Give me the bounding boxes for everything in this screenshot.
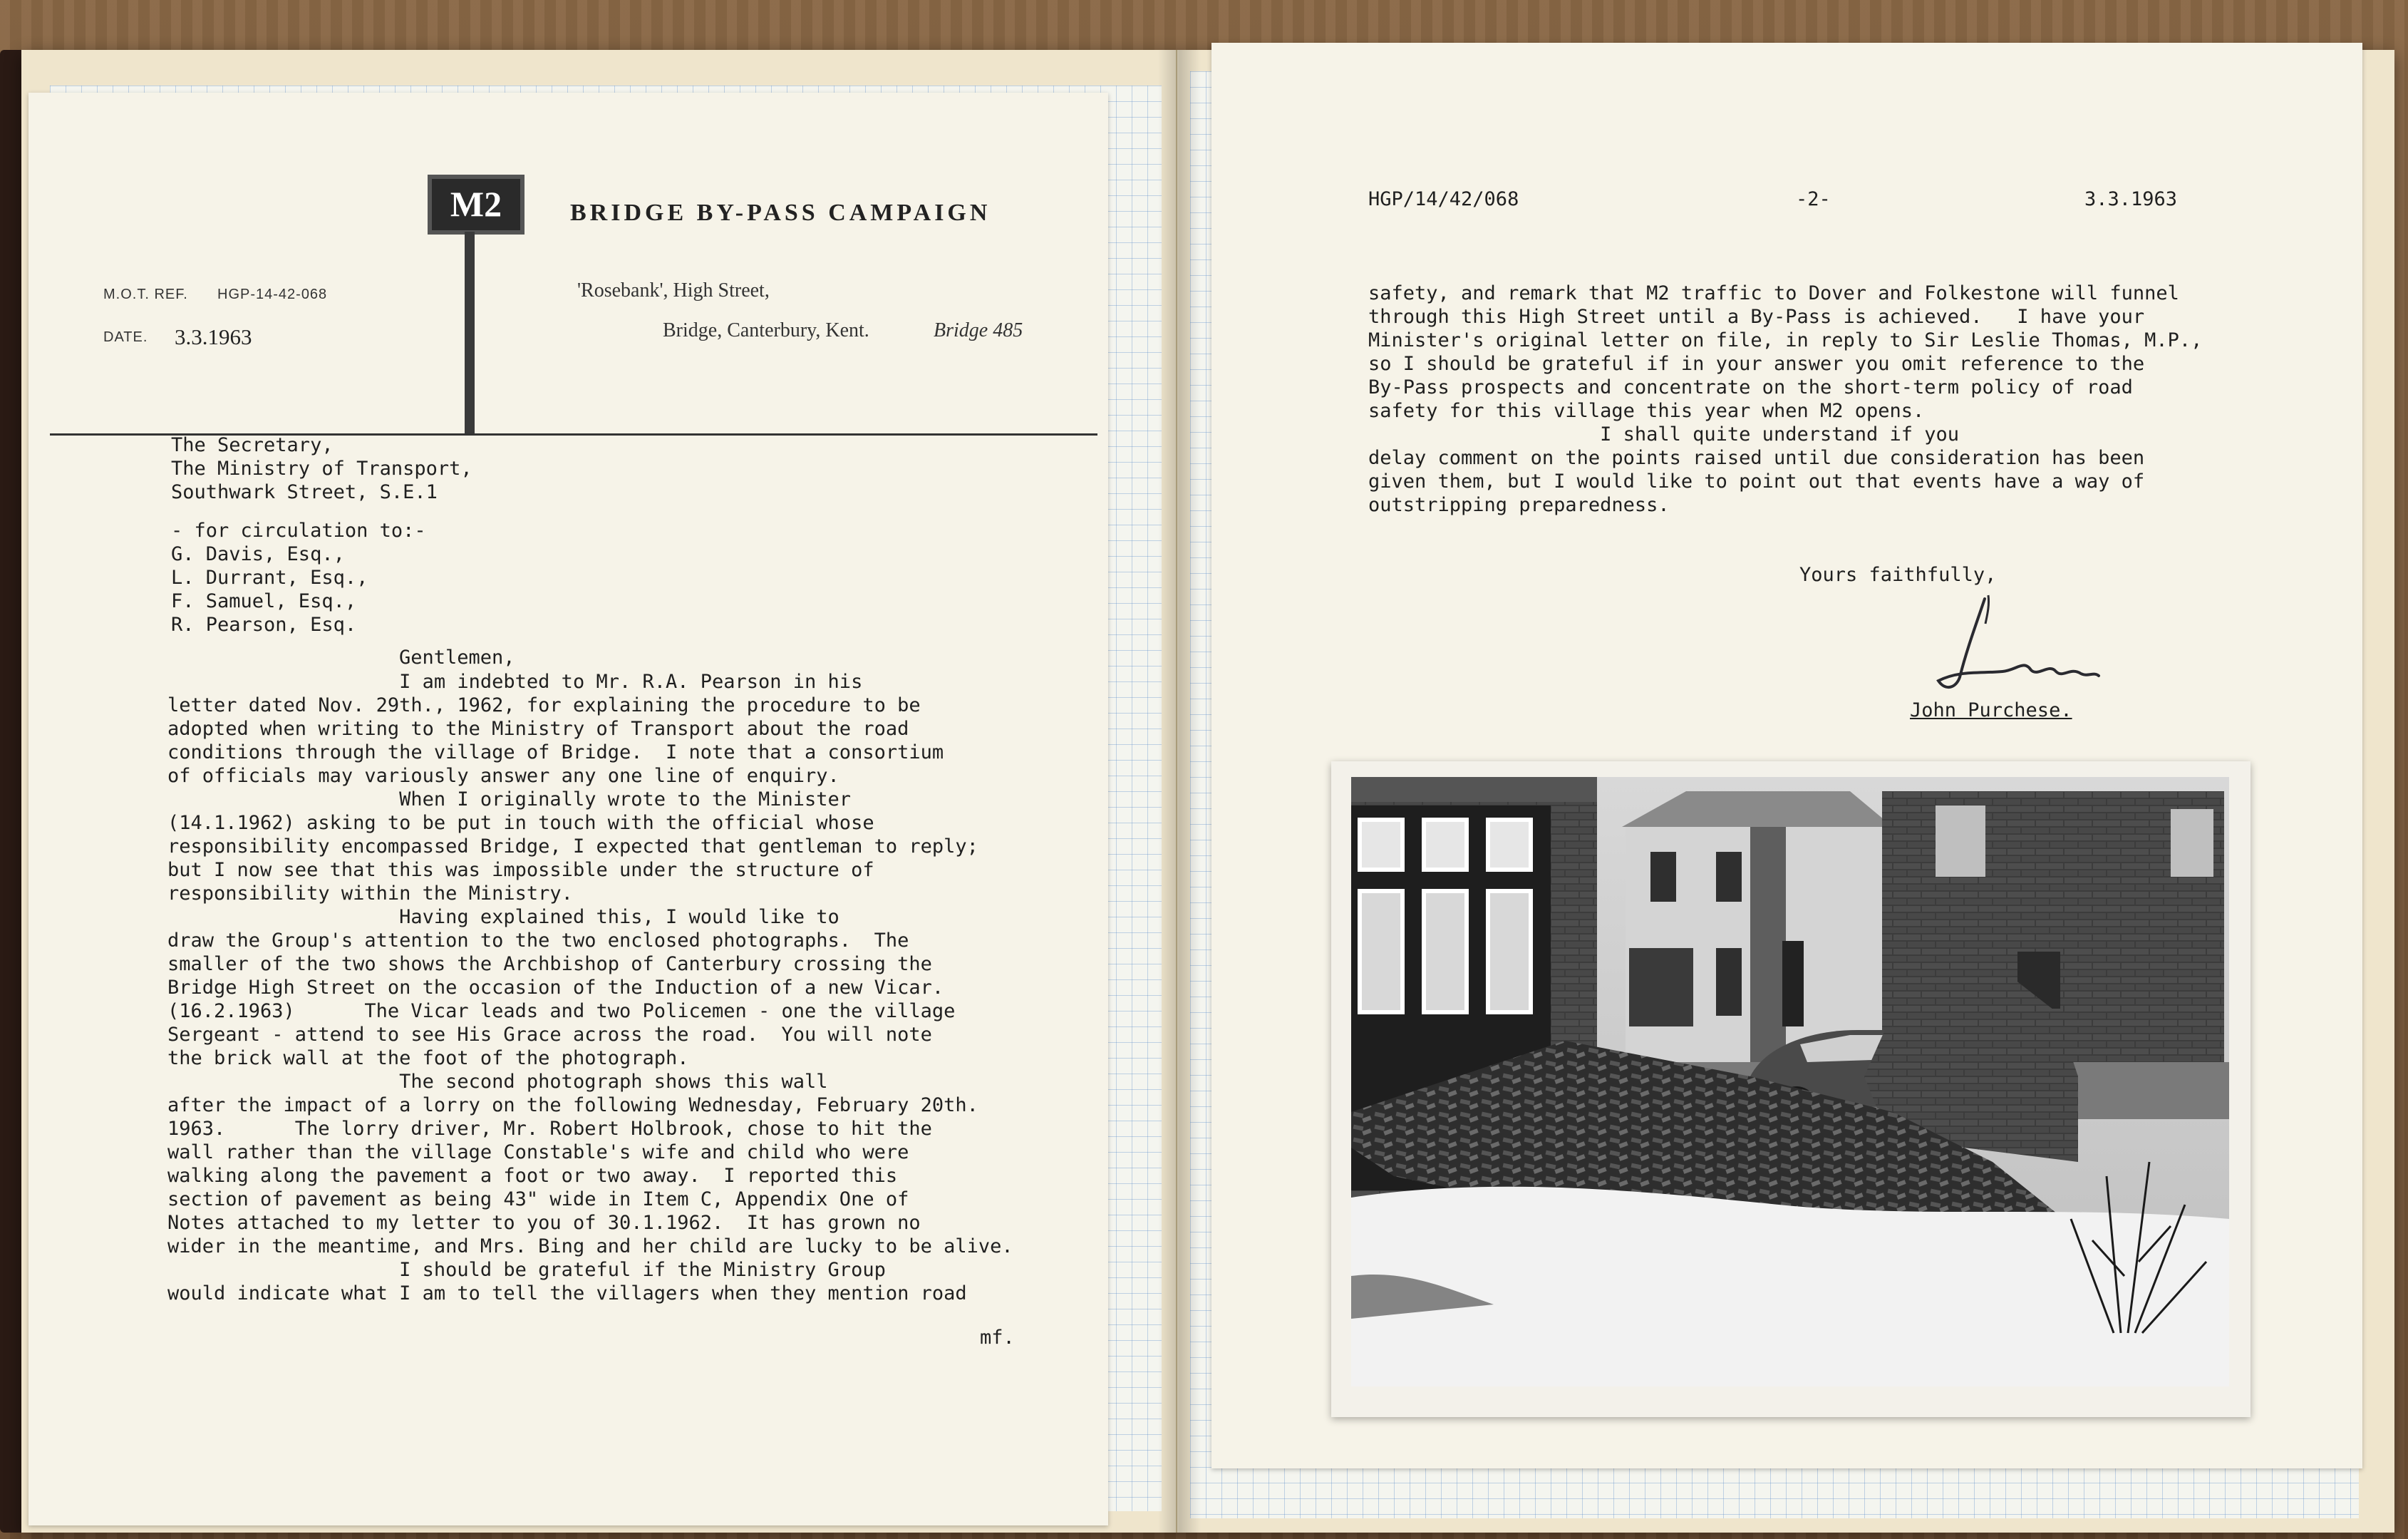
circulation-line: - for circulation to:-: [171, 520, 426, 542]
body-line: Having explained this, I would like to: [167, 906, 839, 928]
address-line-1: 'Rosebank', High Street,: [577, 279, 770, 302]
body-line: outstripping preparedness.: [1368, 494, 1670, 516]
letter-page-1: [29, 93, 1108, 1525]
body-line: section of pavement as being 43" wide in Item C, Appendix One of: [167, 1188, 909, 1210]
brick-wall-damage-photo: [1351, 777, 2229, 1386]
m2-logo: M2: [428, 175, 525, 235]
body-line: 1963. The lorry driver, Mr. Robert Holbrook, chose to hit the: [167, 1118, 932, 1140]
phone-number: Bridge 485: [934, 319, 1023, 341]
date-label: DATE.: [103, 329, 148, 345]
circulation-line: G. Davis, Esq.,: [171, 543, 345, 565]
body-line: responsibility within the Ministry.: [167, 882, 573, 905]
page-2-reference: HGP/14/42/068: [1368, 188, 1519, 210]
body-line: safety, and remark that M2 traffic to Dover and Folkestone will funnel: [1368, 282, 2179, 304]
closing: Yours faithfully,: [1799, 564, 1997, 586]
typist-initials: mf.: [980, 1327, 1015, 1349]
body-line: through this High Street until a By-Pass is achieved. I have your: [1368, 306, 2145, 328]
recipient-line: The Secretary,: [171, 434, 334, 456]
body-line: (16.2.1963) The Vicar leads and two Policemen - one the village: [167, 1000, 956, 1022]
salutation: Gentlemen,: [399, 647, 515, 669]
letter-date: 3.3.1963: [175, 324, 252, 349]
photo: [1351, 777, 2229, 1386]
body-line: conditions through the village of Bridge. I note that a consortium: [167, 741, 944, 763]
body-line: Notes attached to my letter to you of 30.1.1962. It has grown no: [167, 1212, 921, 1234]
mot-ref-value: HGP-14-42-068: [217, 287, 328, 302]
signature-mark: [1917, 592, 2102, 699]
body-line: given them, but I would like to point out that events have a way of: [1368, 470, 2145, 493]
body-line: delay comment on the points raised until due consideration has been: [1368, 447, 2145, 469]
signatory-name: John Purchese.: [1910, 699, 2072, 721]
body-line: I should be grateful if the Ministry Group: [167, 1259, 886, 1281]
body-line: but I now see that this was impossible under the structure of: [167, 859, 874, 881]
body-line: I shall quite understand if you: [1368, 423, 1960, 446]
body-line: of officials may variously answer any one line of enquiry.: [167, 765, 839, 787]
circulation-line: L. Durrant, Esq.,: [171, 567, 368, 589]
body-line: Sergeant - attend to see His Grace across the road. You will note: [167, 1024, 932, 1046]
body-line: The second photograph shows this wall: [167, 1071, 828, 1093]
campaign-title: BRIDGE BY-PASS CAMPAIGN: [570, 200, 991, 226]
body-line: (14.1.1962) asking to be put in touch with the official whose: [167, 812, 874, 834]
circulation-line: F. Samuel, Esq.,: [171, 590, 357, 612]
body-line: safety for this village this year when M2 opens.: [1368, 400, 1925, 422]
body-line: walking along the pavement a foot or two away. I reported this: [167, 1165, 898, 1187]
body-line: would indicate what I am to tell the villagers when they mention road: [167, 1282, 967, 1304]
body-line: the brick wall at the foot of the photograph.: [167, 1047, 689, 1069]
body-text-page-2: [1368, 282, 2352, 517]
mot-ref-label: M.O.T. REF.: [103, 287, 188, 302]
body-line: responsibility encompassed Bridge, I expected that gentleman to reply;: [167, 835, 978, 858]
page-number: -2-: [1796, 188, 1831, 210]
body-line: I am indebted to Mr. R.A. Pearson in his: [167, 671, 863, 693]
photo-mount: [1331, 761, 2251, 1417]
body-line: wider in the meantime, and Mrs. Bing and her child are lucky to be alive.: [167, 1235, 1013, 1257]
body-line: Bridge High Street on the occasion of the Induction of a new Vicar.: [167, 977, 944, 999]
address-line-2: Bridge, Canterbury, Kent.: [663, 319, 869, 341]
body-line: so I should be grateful if in your answer you omit reference to the: [1368, 353, 2145, 375]
m2-sign-post: [465, 232, 475, 435]
body-line: wall rather than the village Constable's wife and child who were: [167, 1141, 909, 1163]
body-line: adopted when writing to the Ministry of Transport about the road: [167, 718, 909, 740]
body-line: after the impact of a lorry on the following Wednesday, February 20th.: [167, 1094, 978, 1116]
page-2-date: 3.3.1963: [2084, 188, 2178, 210]
body-text-page-1: [167, 670, 1094, 1305]
body-line: draw the Group's attention to the two enclosed photographs. The: [167, 930, 909, 952]
body-line: smaller of the two shows the Archbishop of Canterbury crossing the: [167, 953, 932, 975]
body-line: Minister's original letter on file, in reply to Sir Leslie Thomas, M.P.,: [1368, 329, 2203, 351]
body-line: letter dated Nov. 29th., 1962, for explaining the procedure to be: [167, 694, 921, 716]
body-line: When I originally wrote to the Minister: [167, 788, 852, 810]
recipient-line: Southwark Street, S.E.1: [171, 481, 438, 503]
circulation-line: R. Pearson, Esq.: [171, 614, 357, 636]
body-line: By-Pass prospects and concentrate on the short-term policy of road: [1368, 376, 2133, 398]
page-gutter: [1158, 50, 1201, 1533]
recipient-line: The Ministry of Transport,: [171, 458, 472, 480]
